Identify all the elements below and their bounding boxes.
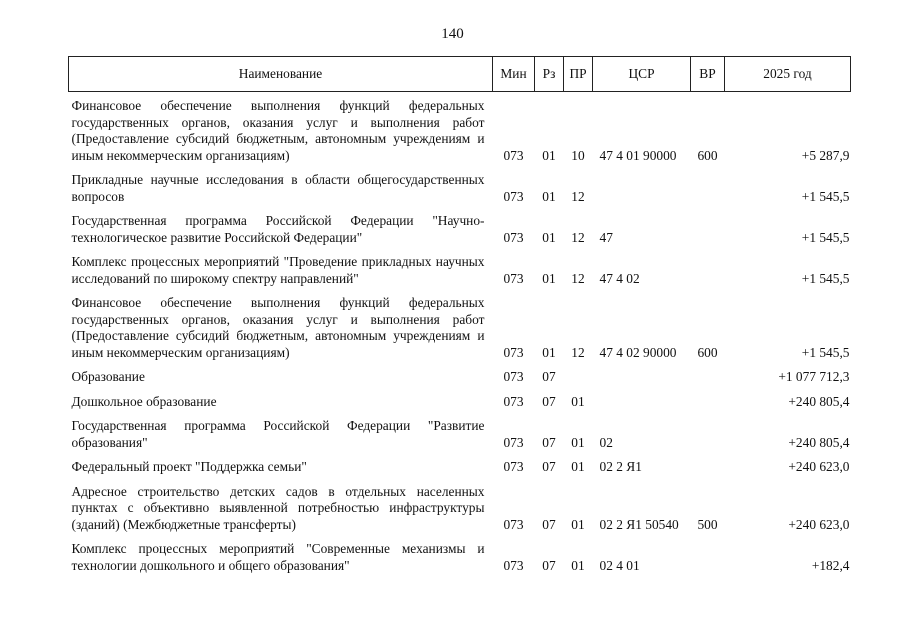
header-vr: ВР [691, 57, 725, 92]
row-min: 073 [503, 393, 524, 409]
table-row [69, 292, 851, 366]
row-rz: 07 [542, 459, 556, 474]
table-row [69, 210, 851, 251]
row-vr [691, 251, 725, 292]
row-csr: 47 [599, 229, 613, 245]
row-rz: 01 [542, 229, 556, 245]
table-row [69, 366, 851, 391]
row-csr: 47 4 02 90000 [599, 344, 677, 360]
row-pr: 01 [571, 516, 585, 532]
header-year: 2025 год [725, 57, 851, 92]
row-vr: 600 [697, 147, 718, 163]
row-vr [691, 169, 725, 210]
row-pr: 12 [571, 344, 585, 360]
row-amount: +240 805,4 [788, 393, 850, 409]
row-amount: +1 545,5 [801, 344, 850, 360]
row-pr: 01 [571, 434, 585, 450]
row-min: 073 [503, 270, 524, 286]
row-name: Государственная программа Российской Федерации "Развитие образования" [71, 418, 485, 450]
table-row [69, 251, 851, 292]
row-vr [691, 391, 725, 416]
table-row [69, 456, 851, 481]
row-csr: 47 4 01 90000 [599, 147, 677, 163]
row-csr: 02 [599, 434, 613, 450]
row-pr: 12 [571, 188, 585, 204]
header-csr: ЦСР [593, 57, 691, 92]
header-pr: ПР [564, 57, 593, 92]
row-min: 073 [503, 459, 524, 474]
row-pr: 12 [571, 270, 585, 286]
row-csr [593, 391, 691, 416]
row-vr [691, 366, 725, 391]
row-rz: 01 [542, 147, 556, 163]
row-csr: 47 4 02 [599, 270, 640, 286]
table-row [69, 538, 851, 579]
row-amount: +240 623,0 [788, 459, 850, 474]
header-min: Мин [493, 57, 535, 92]
row-vr [691, 415, 725, 456]
row-rz: 07 [542, 393, 556, 409]
table-body [69, 92, 851, 580]
table-header [69, 57, 851, 92]
row-amount: +5 287,9 [801, 147, 850, 163]
row-rz: 07 [542, 369, 556, 384]
row-vr: 600 [697, 344, 718, 360]
row-amount: +182,4 [811, 557, 850, 573]
row-min: 073 [503, 344, 524, 360]
row-vr [691, 456, 725, 481]
row-min: 073 [503, 188, 524, 204]
row-min: 073 [503, 369, 524, 384]
row-min: 073 [503, 557, 524, 573]
row-min: 073 [503, 229, 524, 245]
row-pr: 12 [571, 229, 585, 245]
row-amount: +240 623,0 [788, 516, 850, 532]
row-rz: 07 [542, 557, 556, 573]
header-name: Наименование [69, 57, 493, 92]
row-pr: 01 [571, 557, 585, 573]
budget-table [68, 56, 851, 579]
row-amount: +1 545,5 [801, 188, 850, 204]
row-name: Образование [71, 369, 145, 384]
row-csr: 02 2 Я1 [599, 459, 642, 474]
row-vr [691, 210, 725, 251]
row-amount: +1 545,5 [801, 229, 850, 245]
row-vr: 500 [697, 516, 718, 532]
row-pr: 01 [571, 393, 585, 409]
row-rz: 07 [542, 434, 556, 450]
table-row [69, 92, 851, 170]
row-rz: 01 [542, 188, 556, 204]
header-rz: Рз [535, 57, 564, 92]
row-csr [593, 169, 691, 210]
row-name: Прикладные научные исследования в области общегосударственных вопросов [71, 172, 485, 204]
row-csr: 02 4 01 [599, 557, 640, 573]
row-pr: 01 [571, 459, 585, 474]
row-name: Комплекс процессных мероприятий "Проведение прикладных научных исследований по широкому спектру направлений" [71, 254, 485, 286]
row-rz: 07 [542, 516, 556, 532]
row-pr [564, 366, 593, 391]
row-name: Финансовое обеспечение выполнения функций федеральных государственных органов, оказания услуг и выполнения работ (Предоставление субсидий бюджетным, автономным учреждениям и иным некоммерческим организациям) [71, 295, 485, 360]
row-csr: 02 2 Я1 50540 [599, 516, 679, 532]
row-min: 073 [503, 434, 524, 450]
row-min: 073 [503, 516, 524, 532]
table-row [69, 415, 851, 456]
row-rz: 01 [542, 344, 556, 360]
row-amount: +1 545,5 [801, 270, 850, 286]
row-name: Государственная программа Российской Федерации "Научно-технологическое развитие Российской Федерации" [71, 213, 485, 245]
row-name: Дошкольное образование [71, 393, 217, 409]
table-row [69, 481, 851, 539]
row-rz: 01 [542, 270, 556, 286]
row-name: Комплекс процессных мероприятий "Современные механизмы и технологии дошкольного и общего образования" [71, 541, 485, 573]
row-csr [593, 366, 691, 391]
row-pr: 10 [571, 147, 585, 163]
table-row [69, 391, 851, 416]
row-amount: +240 805,4 [788, 434, 850, 450]
row-name: Федеральный проект "Поддержка семьи" [71, 459, 307, 474]
table-row [69, 169, 851, 210]
row-name: Финансовое обеспечение выполнения функций федеральных государственных органов, оказания услуг и выполнения работ (Предоставление субсидий бюджетным, автономным учреждениям и иным некоммерческим организациям) [71, 98, 485, 163]
row-name: Адресное строительство детских садов в отдельных населенных пунктах с объективно выявленной потребностью инфраструктуры (зданий) (Межбюджетные трансферты) [71, 483, 485, 532]
row-amount: +1 077 712,3 [778, 369, 850, 384]
page-number: 140 [441, 26, 464, 42]
row-min: 073 [503, 147, 524, 163]
row-vr [691, 538, 725, 579]
